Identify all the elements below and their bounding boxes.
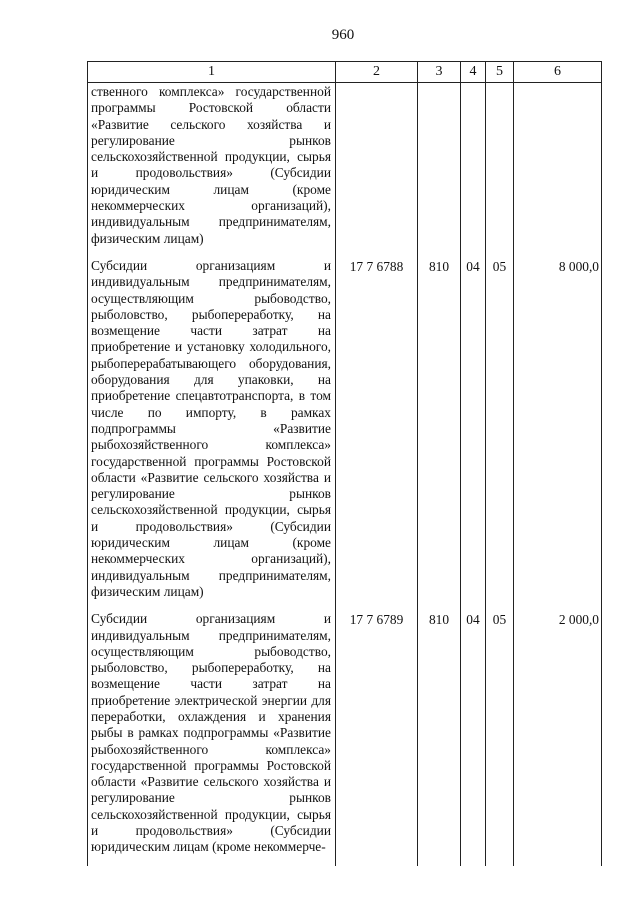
expense-type-code xyxy=(418,83,461,257)
table-row xyxy=(88,83,602,257)
column-header: 6 xyxy=(514,62,602,83)
section-code xyxy=(461,83,486,257)
table-row xyxy=(88,257,602,610)
target-article-code xyxy=(336,83,418,257)
table-row xyxy=(88,610,602,865)
amount: 8 000,0 xyxy=(514,257,602,610)
section-code: 04 xyxy=(461,610,486,865)
page-number: 960 xyxy=(331,27,355,43)
row-description: Субсидии организациям и индивидуальным предпринимателям, осуществляющим рыбоводство, рыболовство, рыбопереработку, на возмещение части затрат на приобретение электрической энергии для переработки, охлаждения и хранения рыбы в рамках подпрограммы «Развитие рыбохозяйственного комплекса» государственной программы Ростовской области «Развитие сельского хозяйства и регулирование рынков сельскохозяйственной продукции, сырья и продовольствия» (Субсидии юридическим лицам (кроме некоммерче- xyxy=(88,610,336,865)
subsection-code xyxy=(486,83,514,257)
column-header: 1 xyxy=(88,62,336,83)
subsection-code: 05 xyxy=(486,610,514,865)
column-header: 5 xyxy=(486,62,514,83)
expense-type-code: 810 xyxy=(418,257,461,610)
column-header: 3 xyxy=(418,62,461,83)
target-article-code: 17 7 6788 xyxy=(336,257,418,610)
column-header: 2 xyxy=(336,62,418,83)
budget-table xyxy=(87,61,602,866)
amount: 2 000,0 xyxy=(514,610,602,865)
row-description: Субсидии организациям и индивидуальным предпринимателям, осуществляющим рыбоводство, рыболовство, рыбопереработку, на возмещение части затрат на приобретение и установку холодильного, рыбоперерабатывающего оборудования, оборудования для упаковки, на приобретение спецавтотранспорта, в том числе по импорту, в рамках подпрограммы «Развитие рыбохозяйственного комплекса» государственной программы Ростовской области «Развитие сельского хозяйства и регулирование рынков сельскохозяйственной продукции, сырья и продовольствия» (Субсидии юридическим лицам (кроме некоммерческих организаций), индивидуальным предпринимателям, физическим лицам) xyxy=(88,257,336,610)
table-header-row xyxy=(88,62,602,83)
section-code: 04 xyxy=(461,257,486,610)
subsection-code: 05 xyxy=(486,257,514,610)
column-header: 4 xyxy=(461,62,486,83)
expense-type-code: 810 xyxy=(418,610,461,865)
row-description: ственного комплекса» государственной программы Ростовской области «Развитие сельского хозяйства и регулирование рынков сельскохозяйственной продукции, сырья и продовольствия» (Субсидии юридическим лицам (кроме некоммерческих организаций), индивидуальным предпринимателям, физическим лицам) xyxy=(88,83,336,257)
amount xyxy=(514,83,602,257)
target-article-code: 17 7 6789 xyxy=(336,610,418,865)
